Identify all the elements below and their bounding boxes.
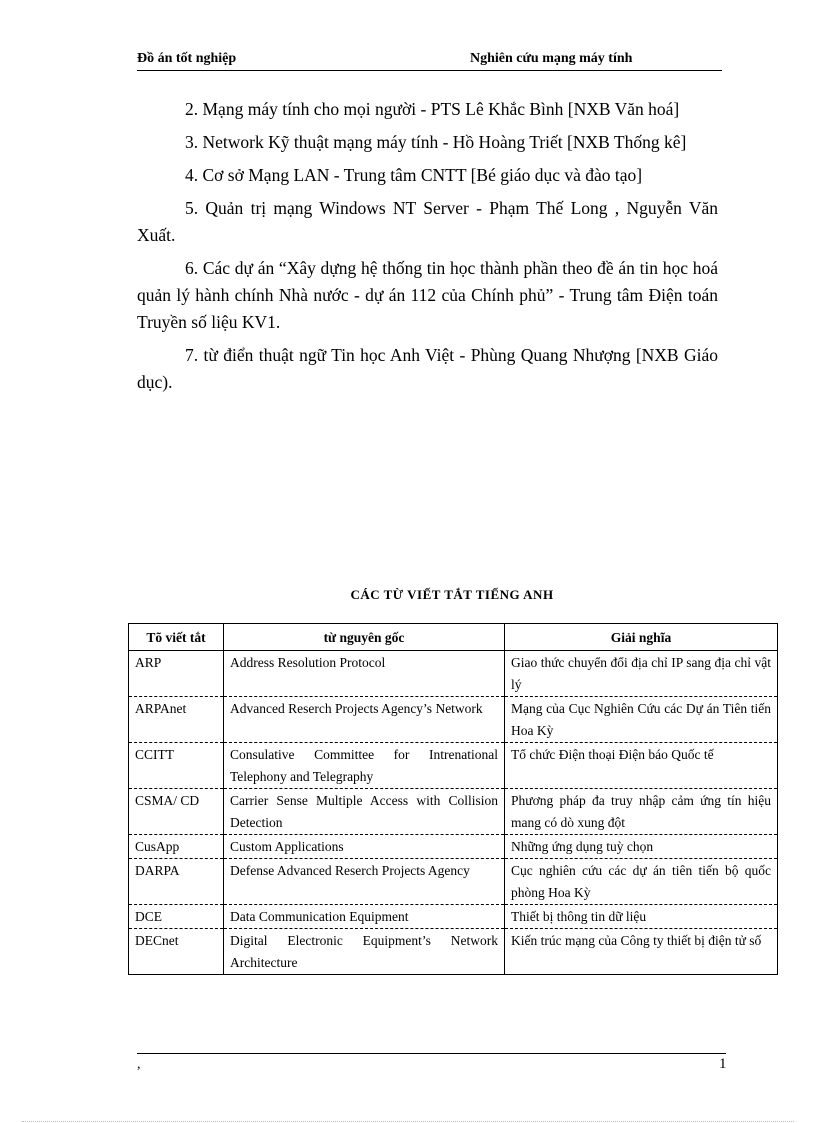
abbreviation-cell: DCE [129,905,224,929]
abbreviation-cell: CusApp [129,835,224,859]
table-row [129,929,778,975]
meaning-cell: Phương pháp đa truy nhập cảm ứng tín hiệu mang có dò xung đột [505,789,778,835]
reference-item: 4. Cơ sở Mạng LAN - Trung tâm CNTT [Bé giáo dục và đào tạo] [185,165,643,185]
meaning-cell: Kiến trúc mạng của Công ty thiết bị điện tử số [505,929,778,975]
origin-cell: Advanced Reserch Projects Agency’s Network [224,697,505,743]
reference-item: 7. từ điển thuật ngữ Tin học Anh Việt - Phùng Quang Nhượng [NXB Giáo dục). [137,345,718,392]
meaning-cell: Cục nghiên cứu các dự án tiên tiến bộ quốc phòng Hoa Kỳ [505,859,778,905]
origin-cell: Defense Advanced Reserch Projects Agency [224,859,505,905]
table-row [129,835,778,859]
page-bottom-edge [22,1121,794,1122]
page-number: 1 [719,1056,727,1072]
origin-cell: Address Resolution Protocol [224,651,505,697]
origin-cell: Digital Electronic Equipment’s Network Architecture [224,929,505,975]
column-header-origin: từ nguyên gốc [224,624,505,651]
reference-list [137,96,718,402]
origin-cell: Data Communication Equipment [224,905,505,929]
table-header-row [129,624,778,651]
page-header [137,49,722,71]
origin-cell: Carrier Sense Multiple Access with Collision Detection [224,789,505,835]
meaning-cell: Giao thức chuyển đổi địa chỉ IP sang địa chỉ vật lý [505,651,778,697]
table-row [129,859,778,905]
abbreviation-cell: ARP [129,651,224,697]
table-row [129,743,778,789]
footer-mark: , [137,1057,141,1072]
header-topic: Nghiên cứu mạng máy tính [470,51,633,66]
table-row [129,651,778,697]
origin-cell: Consulative Committee for Intrenational Telephony and Telegraphy [224,743,505,789]
reference-item: 3. Network Kỹ thuật mạng máy tính - Hồ Hoàng Triết [NXB Thống kê] [185,132,687,152]
abbreviation-table-title: CÁC TỪ VIẾT TẮT TIẾNG ANH [350,587,554,602]
reference-item: 5. Quản trị mạng Windows NT Server - Phạm Thế Long , Nguyễn Văn Xuất. [137,198,718,245]
meaning-cell: Tổ chức Điện thoại Điện báo Quốc tế [505,743,778,789]
reference-item: 6. Các dự án “Xây dựng hệ thống tin học thành phần theo đề án tin học hoá quản lý hành chính Nhà nước - dự án 112 của Chính phủ” - Trung tâm Điện toán Truyền số liệu KV1. [137,258,718,332]
table-row [129,789,778,835]
reference-item: 2. Mạng máy tính cho mọi người - PTS Lê Khắc Bình [NXB Văn hoá] [185,99,680,119]
abbreviation-cell: DARPA [129,859,224,905]
meaning-cell: Thiết bị thông tin dữ liệu [505,905,778,929]
header-document-type: Đồ án tốt nghiệp [137,51,237,66]
footer-divider [137,1053,726,1054]
abbreviation-cell: ARPAnet [129,697,224,743]
table-row [129,905,778,929]
table-row [129,697,778,743]
meaning-cell: Những ứng dụng tuỳ chọn [505,835,778,859]
abbreviation-cell: CCITT [129,743,224,789]
abbreviation-table [128,623,778,975]
abbreviation-cell: DECnet [129,929,224,975]
column-header-meaning: Giải nghĩa [505,624,778,651]
meaning-cell: Mạng của Cục Nghiên Cứu các Dự án Tiên tiến Hoa Kỳ [505,697,778,743]
abbreviation-cell: CSMA/ CD [129,789,224,835]
origin-cell: Custom Applications [224,835,505,859]
column-header-abbreviation: Tõ viết tắt [129,624,224,651]
